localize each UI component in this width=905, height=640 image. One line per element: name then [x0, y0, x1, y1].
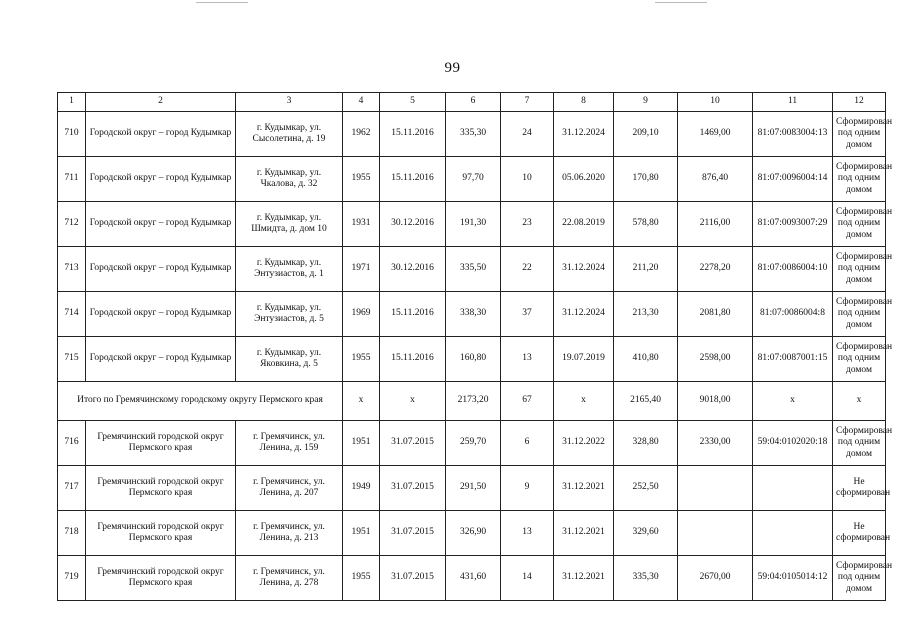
residents-cell: 9 — [501, 466, 554, 511]
year-built-cell: 1969 — [343, 292, 380, 337]
land-area-cell — [678, 511, 753, 556]
area-cell: 431,60 — [446, 556, 501, 601]
municipality-cell: Гремячинский городской округ Пермского края — [86, 511, 236, 556]
area-cell: 335,30 — [446, 112, 501, 157]
row-number-cell: 712 — [58, 202, 86, 247]
total-value-cell: x — [343, 382, 380, 421]
address-cell: г. Кудымкар, ул. Шмидта, д. дом 10 — [236, 202, 343, 247]
column-header: 2 — [86, 93, 236, 112]
year-built-cell: 1971 — [343, 247, 380, 292]
cadastral-number-cell: 81:07:0087001:15 — [753, 337, 833, 382]
table-row — [58, 157, 886, 202]
date-cell: 15.11.2016 — [380, 337, 446, 382]
page-number: 99 — [444, 60, 461, 76]
row-number-cell: 719 — [58, 556, 86, 601]
address-cell: г. Кудымкар, ул. Энтузиастов, д. 1 — [236, 247, 343, 292]
residents-cell: 14 — [501, 556, 554, 601]
year-built-cell: 1951 — [343, 511, 380, 556]
column-header: 9 — [614, 93, 678, 112]
date-cell: 30.12.2016 — [380, 202, 446, 247]
resettlement-date-cell: 31.12.2024 — [554, 292, 614, 337]
column-header: 1 — [58, 93, 86, 112]
municipality-cell: Гремячинский городской округ Пермского края — [86, 556, 236, 601]
year-built-cell: 1931 — [343, 202, 380, 247]
land-area-cell — [678, 466, 753, 511]
resettlement-date-cell: 31.12.2021 — [554, 466, 614, 511]
row-number-cell: 716 — [58, 421, 86, 466]
cadastral-number-cell — [753, 466, 833, 511]
resettlement-date-cell: 31.12.2022 — [554, 421, 614, 466]
total-value-cell: 67 — [501, 382, 554, 421]
land-status-cell: Сформирован под одним домом — [833, 157, 886, 202]
residents-cell: 24 — [501, 112, 554, 157]
cadastral-number-cell: 81:07:0096004:14 — [753, 157, 833, 202]
municipality-cell: Городской округ – город Кудымкар — [86, 202, 236, 247]
top-edge-rule — [196, 2, 248, 3]
year-built-cell: 1955 — [343, 157, 380, 202]
area-cell: 410,80 — [614, 337, 678, 382]
header-row — [58, 93, 886, 112]
date-cell: 31.07.2015 — [380, 556, 446, 601]
area-cell: 97,70 — [446, 157, 501, 202]
date-cell: 15.11.2016 — [380, 157, 446, 202]
municipality-cell: Гремячинский городской округ Пермского края — [86, 466, 236, 511]
land-area-cell: 2598,00 — [678, 337, 753, 382]
table-row — [58, 202, 886, 247]
area-cell: 328,80 — [614, 421, 678, 466]
row-number-cell: 714 — [58, 292, 86, 337]
municipality-cell: Городской округ – город Кудымкар — [86, 157, 236, 202]
row-number-cell: 710 — [58, 112, 86, 157]
land-status-cell: Сформирован под одним домом — [833, 421, 886, 466]
table-row — [58, 511, 886, 556]
table-row — [58, 556, 886, 601]
housing-registry-table — [57, 92, 893, 601]
column-header: 10 — [678, 93, 753, 112]
row-number-cell: 713 — [58, 247, 86, 292]
area-cell: 259,70 — [446, 421, 501, 466]
area-cell: 578,80 — [614, 202, 678, 247]
address-cell: г. Кудымкар, ул. Яковкина, д. 5 — [236, 337, 343, 382]
land-area-cell: 2330,00 — [678, 421, 753, 466]
column-header: 3 — [236, 93, 343, 112]
address-cell: г. Гремячинск, ул. Ленина, д. 159 — [236, 421, 343, 466]
column-header: 11 — [753, 93, 833, 112]
column-header: 7 — [501, 93, 554, 112]
cadastral-number-cell: 81:07:0086004:10 — [753, 247, 833, 292]
land-area-cell: 2670,00 — [678, 556, 753, 601]
municipality-cell: Гремячинский городской округ Пермского края — [86, 421, 236, 466]
area-cell: 160,80 — [446, 337, 501, 382]
table-row — [58, 421, 886, 466]
table-body — [58, 112, 893, 601]
cadastral-number-cell: 81:07:0093007:29 — [753, 202, 833, 247]
municipality-cell: Городской округ – город Кудымкар — [86, 337, 236, 382]
resettlement-date-cell: 31.12.2021 — [554, 511, 614, 556]
residents-cell: 22 — [501, 247, 554, 292]
residents-cell: 10 — [501, 157, 554, 202]
area-cell: 191,30 — [446, 202, 501, 247]
column-header: 5 — [380, 93, 446, 112]
land-status-cell: Сформирован под одним домом — [833, 556, 886, 601]
land-area-cell: 2081,80 — [678, 292, 753, 337]
total-value-cell: 2165,40 — [614, 382, 678, 421]
land-area-cell: 1469,00 — [678, 112, 753, 157]
cadastral-number-cell — [753, 511, 833, 556]
area-cell: 291,50 — [446, 466, 501, 511]
total-value-cell: 9018,00 — [678, 382, 753, 421]
top-edge-rule — [655, 2, 707, 3]
land-status-cell: Сформирован под одним домом — [833, 337, 886, 382]
date-cell: 31.07.2015 — [380, 511, 446, 556]
municipality-cell: Городской округ – город Кудымкар — [86, 112, 236, 157]
area-cell: 338,30 — [446, 292, 501, 337]
residents-cell: 37 — [501, 292, 554, 337]
year-built-cell: 1951 — [343, 421, 380, 466]
column-header: 12 — [833, 93, 886, 112]
column-header: 8 — [554, 93, 614, 112]
land-status-cell: Сформирован под одним домом — [833, 247, 886, 292]
column-header: 4 — [343, 93, 380, 112]
date-cell: 15.11.2016 — [380, 112, 446, 157]
total-value-cell: x — [380, 382, 446, 421]
table-row — [58, 337, 886, 382]
address-cell: г. Гремячинск, ул. Ленина, д. 207 — [236, 466, 343, 511]
cadastral-number-cell: 81:07:0083004:13 — [753, 112, 833, 157]
table-row — [58, 247, 886, 292]
land-area-cell: 2116,00 — [678, 202, 753, 247]
land-area-cell: 876,40 — [678, 157, 753, 202]
area-cell: 209,10 — [614, 112, 678, 157]
year-built-cell: 1949 — [343, 466, 380, 511]
row-number-cell: 718 — [58, 511, 86, 556]
row-number-cell: 717 — [58, 466, 86, 511]
resettlement-date-cell: 22.08.2019 — [554, 202, 614, 247]
address-cell: г. Кудымкар, ул. Сысолетина, д. 19 — [236, 112, 343, 157]
address-cell: г. Гремячинск, ул. Ленина, д. 213 — [236, 511, 343, 556]
land-status-cell: Сформирован под одним домом — [833, 112, 886, 157]
date-cell: 15.11.2016 — [380, 292, 446, 337]
date-cell: 30.12.2016 — [380, 247, 446, 292]
year-built-cell: 1955 — [343, 556, 380, 601]
address-cell: г. Гремячинск, ул. Ленина, д. 278 — [236, 556, 343, 601]
total-row — [58, 382, 886, 421]
resettlement-date-cell: 31.12.2024 — [554, 112, 614, 157]
total-value-cell: x — [554, 382, 614, 421]
address-cell: г. Кудымкар, ул. Энтузиастов, д. 5 — [236, 292, 343, 337]
land-status-cell: Сформирован под одним домом — [833, 202, 886, 247]
area-cell: 335,30 — [614, 556, 678, 601]
total-value-cell: x — [753, 382, 833, 421]
cadastral-number-cell: 59:04:0102020:18 — [753, 421, 833, 466]
area-cell: 252,50 — [614, 466, 678, 511]
resettlement-date-cell: 19.07.2019 — [554, 337, 614, 382]
land-status-cell: Сформирован под одним домом — [833, 292, 886, 337]
land-status-cell: Не сформирован — [833, 511, 886, 556]
row-number-cell: 715 — [58, 337, 86, 382]
area-cell: 329,60 — [614, 511, 678, 556]
total-value-cell: x — [833, 382, 886, 421]
total-value-cell: 2173,20 — [446, 382, 501, 421]
column-header: 6 — [446, 93, 501, 112]
residents-cell: 6 — [501, 421, 554, 466]
total-label: Итого по Гремячинскому городскому округу Пермского края — [58, 382, 343, 421]
table-row — [58, 112, 886, 157]
cadastral-number-cell: 81:07:0086004:8 — [753, 292, 833, 337]
land-area-cell: 2278,20 — [678, 247, 753, 292]
municipality-cell: Городской округ – город Кудымкар — [86, 292, 236, 337]
area-cell: 211,20 — [614, 247, 678, 292]
area-cell: 213,30 — [614, 292, 678, 337]
date-cell: 31.07.2015 — [380, 466, 446, 511]
cadastral-number-cell: 59:04:0105014:12 — [753, 556, 833, 601]
area-cell: 335,50 — [446, 247, 501, 292]
resettlement-date-cell: 31.12.2021 — [554, 556, 614, 601]
area-cell: 170,80 — [614, 157, 678, 202]
residents-cell: 13 — [501, 511, 554, 556]
residents-cell: 23 — [501, 202, 554, 247]
year-built-cell: 1962 — [343, 112, 380, 157]
row-number-cell: 711 — [58, 157, 86, 202]
date-cell: 31.07.2015 — [380, 421, 446, 466]
table-row — [58, 466, 886, 511]
area-cell: 326,90 — [446, 511, 501, 556]
resettlement-date-cell: 05.06.2020 — [554, 157, 614, 202]
residents-cell: 13 — [501, 337, 554, 382]
address-cell: г. Кудымкар, ул. Чкалова, д. 32 — [236, 157, 343, 202]
land-status-cell: Не сформирован — [833, 466, 886, 511]
municipality-cell: Городской округ – город Кудымкар — [86, 247, 236, 292]
resettlement-date-cell: 31.12.2024 — [554, 247, 614, 292]
year-built-cell: 1955 — [343, 337, 380, 382]
table-row — [58, 292, 886, 337]
